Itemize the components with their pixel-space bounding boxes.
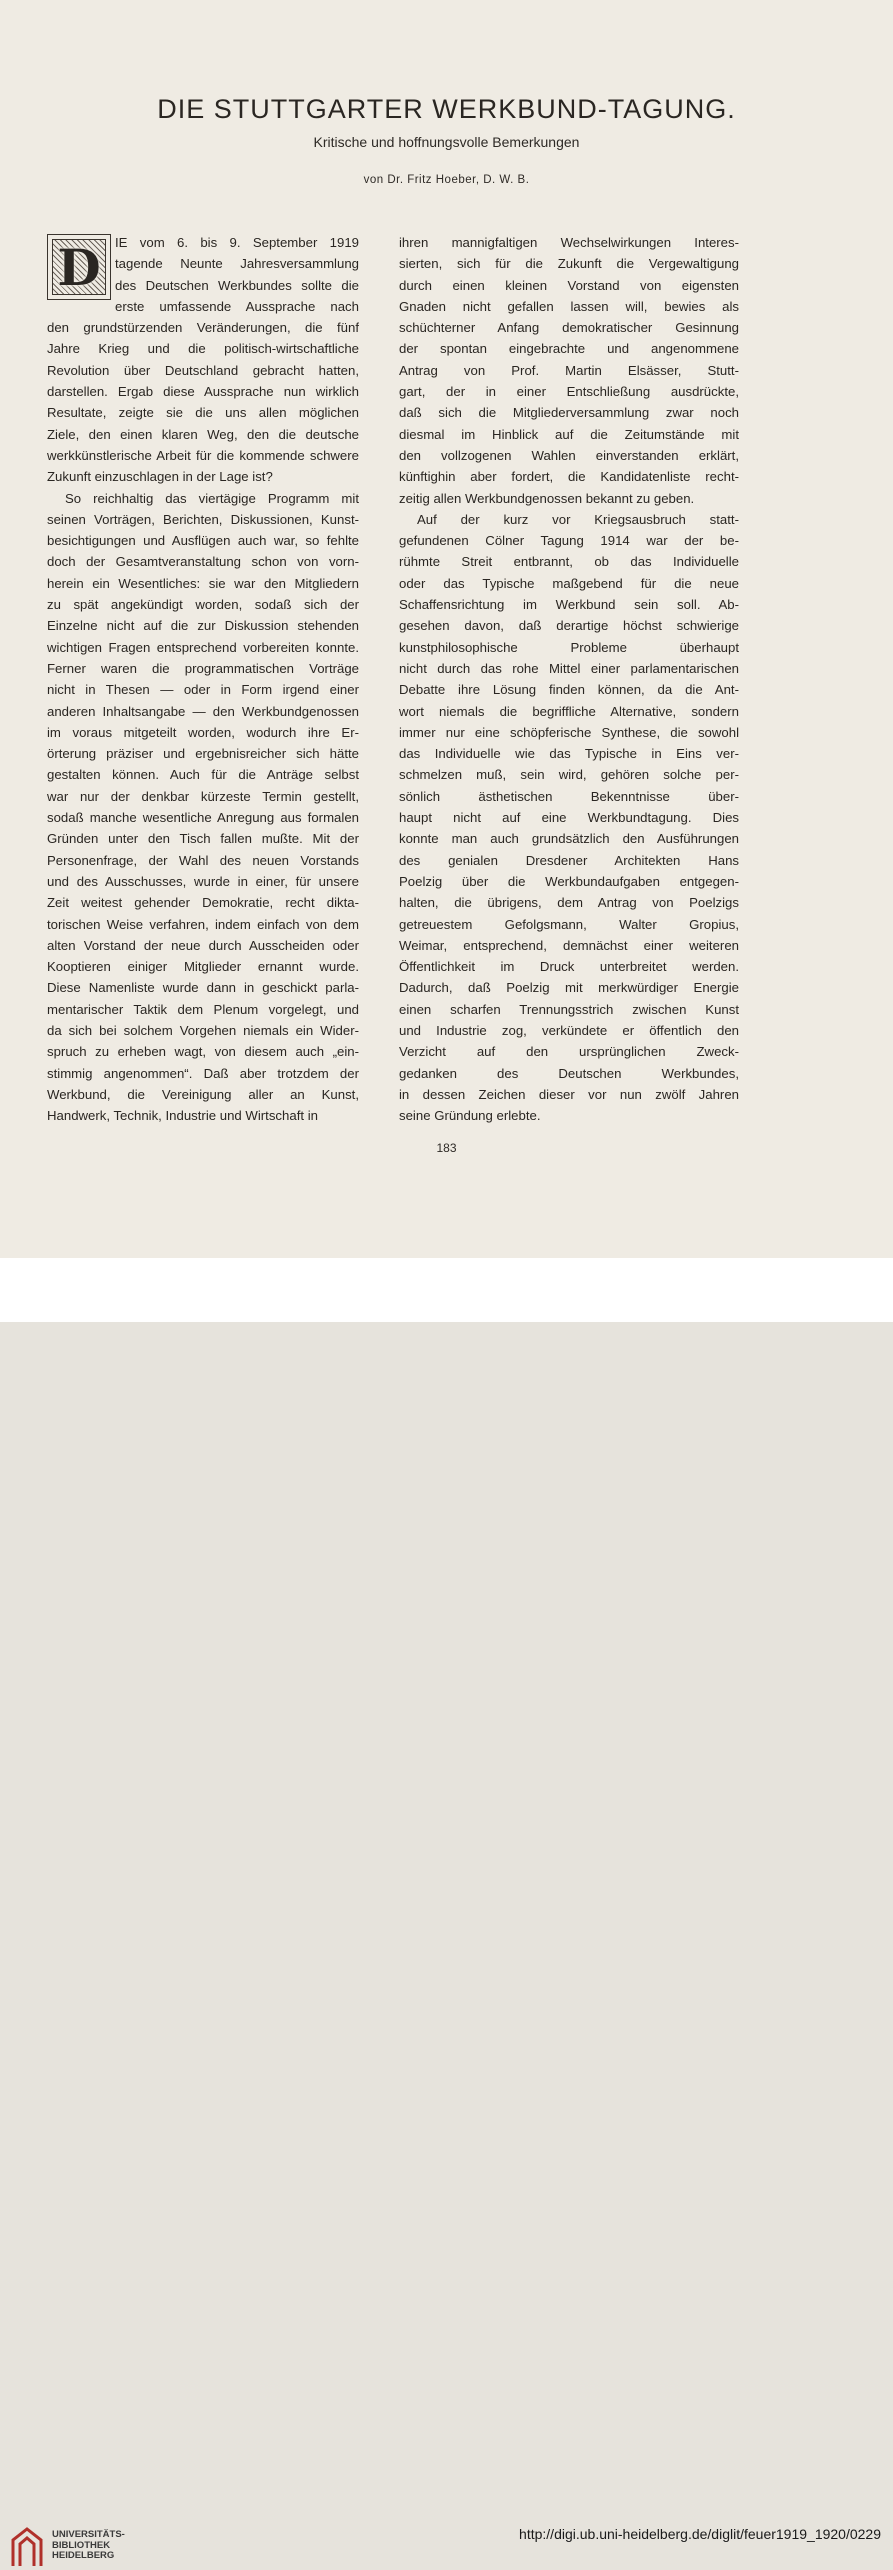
text-line: Zukunft einzuschlagen in der Lage ist? bbox=[47, 469, 273, 485]
text-line: gestalten können. Auch für die Anträge selbst bbox=[47, 767, 359, 783]
text-line: getreuestem Gefolgsmann, Walter Gropius, bbox=[399, 916, 739, 932]
library-name[interactable] bbox=[52, 2530, 125, 2562]
text-line: des genialen Dresdener Architekten Hans bbox=[399, 852, 739, 868]
text-line: seine Gründung erlebte. bbox=[399, 1108, 541, 1124]
text-line: der spontan eingebrachte und angenommene bbox=[399, 341, 739, 357]
text-line: einen scharfen Trennungsstrich zwischen Kunst bbox=[399, 1001, 739, 1017]
text-line: anderen Inhaltsangabe — den Werkbundgenossen bbox=[47, 703, 359, 719]
text-line: Jahre Krieg und die politisch-wirtschaftliche bbox=[47, 341, 359, 357]
text-line: IE vom 6. bis 9. September 1919 bbox=[115, 235, 359, 250]
text-line: gart, der in einer Entschließung ausdrückte, bbox=[399, 384, 739, 400]
library-name-line1: UNIVERSITÄTS- bbox=[52, 2529, 125, 2540]
text-line: seinen Vorträgen, Berichten, Diskussionen, Kunst- bbox=[47, 511, 359, 527]
text-line: in dessen Zeichen dieser vor nun zwölf Jahren bbox=[399, 1086, 739, 1102]
text-line: alten Vorstand der neue durch Ausscheiden oder bbox=[47, 937, 359, 953]
text-line: besichtigungen und Ausflügen auch war, so fehlte bbox=[47, 533, 359, 549]
text-line: rühmte Streit entbrannt, ob das Individuelle bbox=[399, 554, 739, 570]
text-line: immer nur eine schöpferische Synthese, die sowohl bbox=[399, 724, 739, 740]
text-line: tagende Neunte Jahresversammlung bbox=[115, 256, 359, 272]
text-line: nicht in Thesen — oder in Form irgend einer bbox=[47, 682, 359, 698]
text-line: Einzelne nicht auf die zur Diskussion stehenden bbox=[47, 618, 359, 634]
library-name-line3: HEIDELBERG bbox=[52, 2550, 115, 2561]
text-line: sierten, sich für die Zukunft die Vergewaltigung bbox=[399, 256, 739, 272]
text-line: Kooptieren einiger Mitglieder ernannt wurde. bbox=[47, 959, 359, 975]
text-line: erste umfassende Aussprache nach bbox=[115, 298, 359, 314]
text-line: kunstphilosophische Probleme überhaupt bbox=[399, 639, 739, 655]
text-line: mentarischer Taktik dem Plenum vorgelegt, und bbox=[47, 1001, 359, 1017]
text-line: diesmal im Hinblick auf die Zeitumstände mit bbox=[399, 426, 739, 442]
text-column-left bbox=[47, 232, 359, 1126]
text-line: doch der Gesamtveranstaltung schon von vorn- bbox=[47, 554, 359, 570]
text-line: oder das Typische maßgebend für die neue bbox=[399, 575, 739, 591]
text-column-right bbox=[399, 232, 739, 1126]
text-line: Debatte ihre Lösung finden können, da die Ant- bbox=[399, 682, 739, 698]
text-line: Diese Namenliste wurde dann in geschickt parla- bbox=[47, 980, 359, 996]
text-line: Verzicht auf den ursprünglichen Zweck- bbox=[399, 1044, 739, 1060]
text-line: stimmig angenommen“. Daß aber trotzdem der bbox=[47, 1065, 359, 1081]
text-line: den vollzogenen Wahlen einverstanden erklärt, bbox=[399, 447, 739, 463]
text-line: Revolution über Deutschland gebracht hatten, bbox=[47, 362, 359, 378]
text-line: Dadurch, daß Poelzig mit merkwürdiger Energie bbox=[399, 980, 739, 996]
text-line: gedanken des Deutschen Werkbundes, bbox=[399, 1065, 739, 1081]
text-line: war nur der denkbar kürzeste Termin gestellt, bbox=[47, 788, 359, 804]
text-line: örterung präziser und ergebnisreicher sich hätte bbox=[47, 746, 359, 762]
text-line: und Industrie zog, verkündete er öffentlich den bbox=[399, 1022, 739, 1038]
text-line: daß sich die Mitgliederversammlung zwar noch bbox=[399, 405, 739, 421]
text-line: werkkünstlerische Arbeit für die kommende schwere bbox=[47, 447, 359, 463]
text-line: Schaffensrichtung im Werkbund sein soll. Ab- bbox=[399, 597, 739, 613]
text-line: da sich bei solchem Vorgehen niemals ein Wider- bbox=[47, 1022, 359, 1038]
library-logo-icon bbox=[10, 2526, 44, 2570]
article-subtitle: Kritische und hoffnungsvolle Bemerkungen bbox=[313, 134, 580, 150]
text-line: wichtigen Fragen entsprechend vorbereiten konnte. bbox=[47, 639, 359, 655]
text-line: Werkbund, die Vereinigung aller an Kunst, bbox=[47, 1086, 359, 1102]
permalink-url[interactable]: http://digi.ub.uni-heidelberg.de/diglit/feuer1919_1920/0229 bbox=[519, 2526, 881, 2542]
text-line: sodaß manche wesentliche Anregung aus formalen bbox=[47, 810, 359, 826]
initial-letter: D bbox=[57, 237, 101, 297]
text-line: konnte man auch grundsätzlich den Ausführungen bbox=[399, 831, 739, 847]
page-number: 183 bbox=[436, 1141, 457, 1155]
text-line: Handwerk, Technik, Industrie und Wirtschaft in bbox=[47, 1108, 318, 1124]
text-line: durch einen kleinen Vorstand von eigensten bbox=[399, 277, 739, 293]
text-line: Ferner waren die programmatischen Vorträge bbox=[47, 660, 359, 676]
text-line: Antrag von Prof. Martin Elsässer, Stutt- bbox=[399, 362, 739, 378]
text-line: darstellen. Ergab diese Aussprache nun wirklich bbox=[47, 384, 359, 400]
text-line: Ziele, den einen klaren Weg, den die deutsche bbox=[47, 426, 359, 442]
text-line: Gnaden nicht gefallen lassen will, bewies als bbox=[399, 298, 739, 314]
text-line: schmelzen muß, sein wird, gehören solche per- bbox=[399, 767, 739, 783]
text-line: Gründen unter den Tisch fallen mußte. Mit der bbox=[47, 831, 359, 847]
text-line: halten, die übrigens, dem Antrag von Poelzigs bbox=[399, 895, 739, 911]
text-line: So reichhaltig das viertägige Programm mit bbox=[65, 490, 359, 506]
text-line: zu spät angekündigt worden, sodaß sich der bbox=[47, 597, 359, 613]
text-line: sönlich ästhetischen Bekenntnisse über- bbox=[399, 788, 739, 804]
text-line: ihren mannigfaltigen Wechselwirkungen Interes- bbox=[399, 235, 739, 250]
text-line: Auf der kurz vor Kriegsausbruch statt- bbox=[417, 511, 739, 527]
text-line: nicht durch das rohe Mittel einer parlamentarischen bbox=[399, 660, 739, 676]
text-line: und des Ausschusses, wurde in einer, für unsere bbox=[47, 873, 359, 889]
text-line: gefundenen Cölner Tagung 1914 war der be- bbox=[399, 533, 739, 549]
text-line: spruch zu erheben wagt, von diesem auch „ein- bbox=[47, 1044, 359, 1060]
text-line: Zeit weitest gehender Demokratie, recht dikta- bbox=[47, 895, 359, 911]
text-line: Personenfrage, der Wahl des neuen Vorstands bbox=[47, 852, 359, 868]
viewer-footer bbox=[0, 1258, 893, 2561]
library-name-line2: BIBLIOTHEK bbox=[52, 2539, 111, 2551]
text-line: Weimar, entsprechend, demnächst einer weiteren bbox=[399, 937, 739, 953]
text-line: schüchterner Anfang demokratischer Gesinnung bbox=[399, 320, 739, 336]
article-title: DIE STUTTGARTER WERKBUND-TAGUNG. bbox=[157, 94, 736, 125]
article-author: von Dr. Fritz Hoeber, D. W. B. bbox=[363, 174, 530, 186]
text-line: haupt nicht auf eine Werkbundtagung. Dies bbox=[399, 810, 739, 826]
text-line: Poelzig über die Werkbundaufgaben entgegen- bbox=[399, 873, 739, 889]
text-line: wort niemals die begriffliche Alternative, sondern bbox=[399, 703, 739, 719]
text-line: des Deutschen Werkbundes sollte die bbox=[115, 277, 359, 293]
text-line: das Individuelle wie das Typische in Eins ver- bbox=[399, 746, 739, 762]
text-line: künftighin aber fordert, die Kandidatenliste recht- bbox=[399, 469, 739, 485]
text-line: herein ein Wesentliches: sie war den Mitgliedern bbox=[47, 575, 359, 591]
text-line: im voraus mitgeteilt worden, wodurch ihre Er- bbox=[47, 724, 359, 740]
text-line: Resultate, zeigte sie die uns allen möglichen bbox=[47, 405, 359, 421]
text-line: den grundstürzenden Veränderungen, die fünf bbox=[47, 320, 359, 336]
document-page bbox=[0, 0, 893, 1258]
text-line: zeitig allen Werkbundgenossen bekannt zu geben. bbox=[399, 490, 695, 506]
text-line: torischen Weise verfahren, indem einfach von dem bbox=[47, 916, 359, 932]
text-line: gesehen davon, daß derartige höchst schwierige bbox=[399, 618, 739, 634]
text-line: Öffentlichkeit im Druck unterbreitet werden. bbox=[399, 959, 739, 975]
